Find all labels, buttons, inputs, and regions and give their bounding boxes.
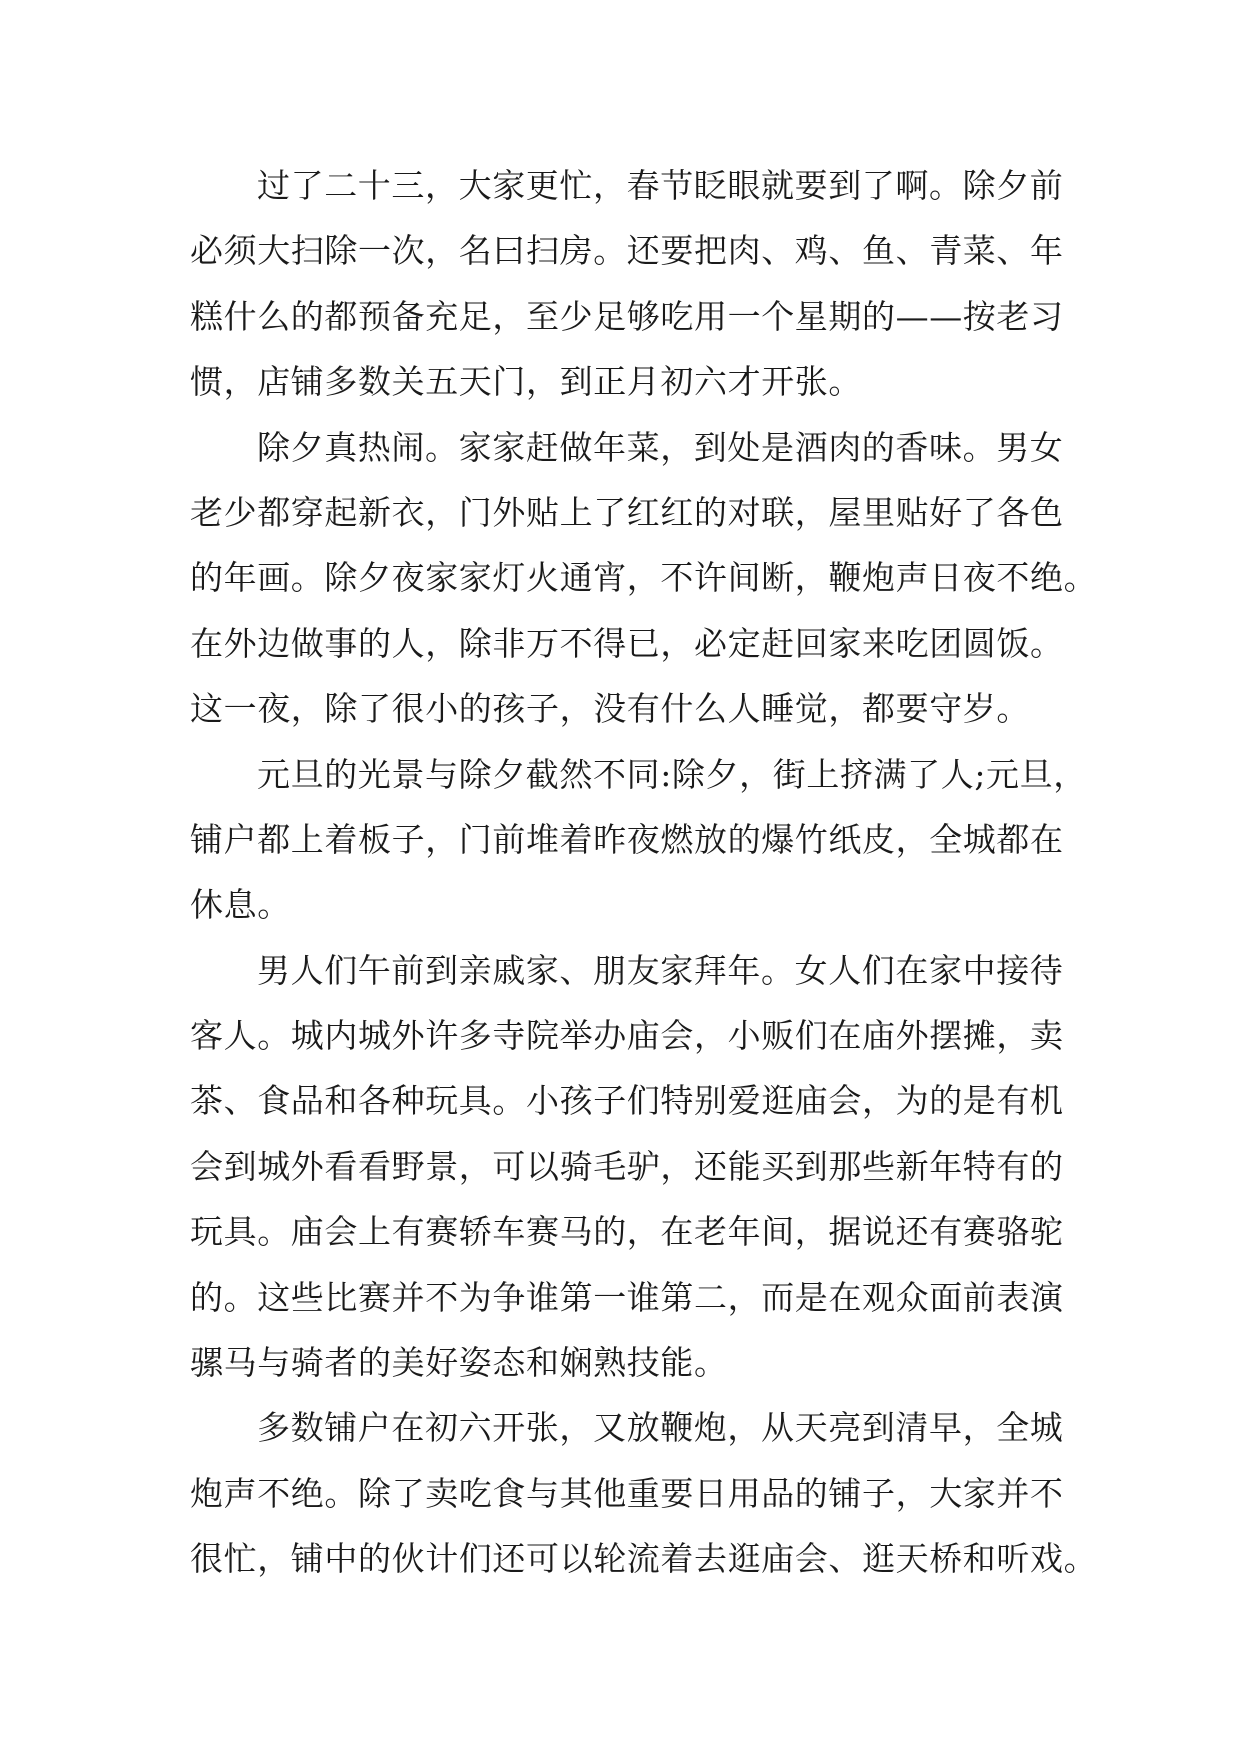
paragraph-2-line-1: 除夕真热闹。家家赶做年菜，到处是酒肉的香味。男女 xyxy=(257,427,1064,467)
paragraph-2-line-2: 老少都穿起新衣，门外贴上了红红的对联，屋里贴好了各色 xyxy=(190,492,1064,532)
paragraph-2-line-5: 这一夜，除了很小的孩子，没有什么人睡觉，都要守岁。 xyxy=(190,689,1030,729)
paragraph-3-line-3: 休息。 xyxy=(190,885,291,925)
paragraph-1-line-1: 过了二十三，大家更忙，春节眨眼就要到了啊。除夕前 xyxy=(257,166,1064,205)
paragraph-1-line-3: 糕什么的都预备充足，至少足够吃用一个星期的——按老习 xyxy=(190,296,1064,336)
paragraph-1-line-4: 惯，店铺多数关五天门，到正月初六才开张。 xyxy=(190,362,862,402)
paragraph-5-line-1: 多数铺户在初六开张，又放鞭炮，从天亮到清早，全城 xyxy=(257,1408,1064,1448)
paragraph-5-line-2: 炮声不绝。除了卖吃食与其他重要日用品的铺子，大家并不 xyxy=(190,1473,1064,1513)
paragraph-4-line-6: 的。这些比赛并不为争谁第一谁第二，而是在观众面前表演 xyxy=(190,1277,1064,1317)
paragraph-2-line-3: 的年画。除夕夜家家灯火通宵，不许间断，鞭炮声日夜不绝。 xyxy=(190,558,1098,598)
paragraph-4-line-2: 客人。城内城外许多寺院举办庙会，小贩们在庙外摆摊，卖 xyxy=(190,1016,1064,1056)
paragraph-4-line-5: 玩具。庙会上有赛轿车赛马的，在老年间，据说还有赛骆驼 xyxy=(190,1212,1064,1252)
paragraph-4-line-4: 会到城外看看野景，可以骑毛驴，还能买到那些新年特有的 xyxy=(190,1146,1064,1186)
paragraph-5-line-3: 很忙，铺中的伙计们还可以轮流着去逛庙会、逛天桥和听戏。 xyxy=(190,1539,1098,1579)
paragraph-4-line-1: 男人们午前到亲戚家、朋友家拜年。女人们在家中接待 xyxy=(257,950,1064,990)
paragraph-4-line-7: 骡马与骑者的美好姿态和娴熟技能。 xyxy=(190,1343,728,1383)
paragraph-4-line-3: 茶、食品和各种玩具。小孩子们特别爱逛庙会，为的是有机 xyxy=(190,1081,1064,1121)
paragraph-2-line-4: 在外边做事的人，除非万不得已，必定赶回家来吃团圆饭。 xyxy=(190,623,1064,663)
document-body xyxy=(190,153,1098,1592)
paragraph-1-line-2: 必须大扫除一次，名曰扫房。还要把肉、鸡、鱼、青菜、年 xyxy=(190,231,1064,271)
paragraph-3-line-2: 铺户都上着板子，门前堆着昨夜燃放的爆竹纸皮，全城都在 xyxy=(190,819,1064,859)
paragraph-3-line-1: 元旦的光景与除夕截然不同:除夕，街上挤满了人;元旦， xyxy=(257,754,1087,794)
